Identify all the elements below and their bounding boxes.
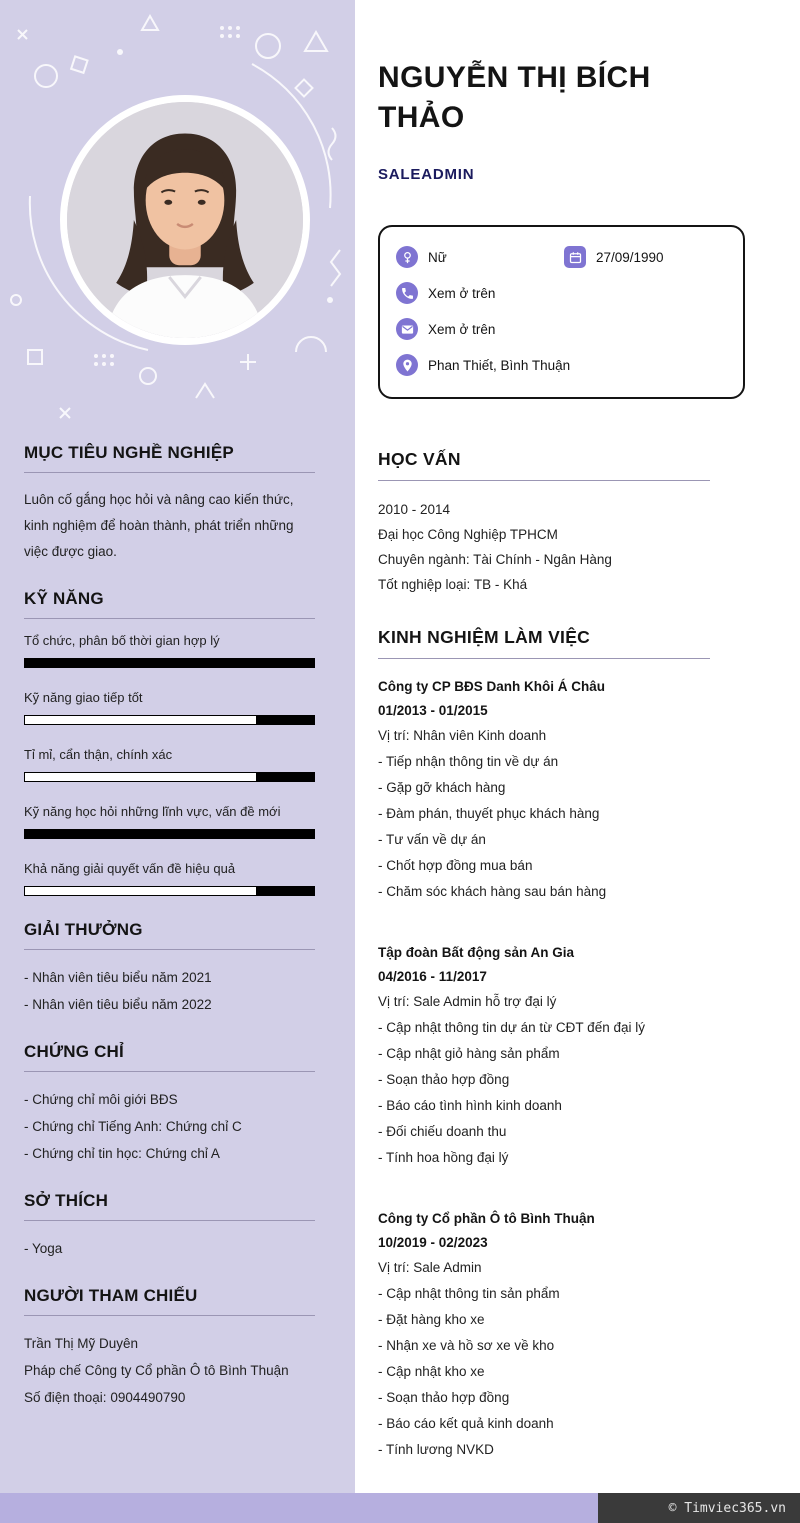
hobbies-list: [24, 1235, 315, 1262]
calendar-icon: [564, 246, 586, 268]
job-company: Công ty Cổ phần Ô tô Bình Thuận: [378, 1211, 595, 1226]
skill-item: [24, 804, 315, 839]
skill-label: Kỹ năng giao tiếp tốt: [24, 690, 143, 705]
education-line: Đại học Công Nghiệp TPHCM: [378, 527, 558, 542]
location-icon: [396, 354, 418, 376]
reference-line: Số điện thoại: 0904490790: [24, 1390, 186, 1405]
duty-item: - Đối chiếu doanh thu: [378, 1124, 507, 1139]
gender-icon: [396, 246, 418, 268]
footer-dark-strip: [598, 1493, 800, 1523]
contact-row-address: [396, 347, 727, 383]
job-company: Tập đoàn Bất động sản An Gia: [378, 945, 575, 960]
job-duties: [378, 1015, 745, 1171]
duty-item: - Cập nhật thông tin sản phẩm: [378, 1286, 560, 1301]
address-value: Phan Thiết, Bình Thuận: [428, 357, 571, 373]
skill-item: [24, 747, 315, 782]
awards-heading: GIẢI THƯỞNG: [24, 920, 315, 950]
job-entry-1: [378, 675, 745, 905]
job-company: Công ty CP BĐS Danh Khôi Á Châu: [378, 679, 606, 694]
duty-item: - Tư vấn về dự án: [378, 832, 486, 847]
awards-list: [24, 964, 315, 1018]
experience-heading: KINH NGHIỆM LÀM VIỆC: [378, 627, 710, 659]
duty-item: - Tính hoa hồng đại lý: [378, 1150, 509, 1165]
skills-list: [24, 633, 315, 896]
footer-credit-link[interactable]: © Timviec365.vn: [668, 1500, 786, 1516]
skill-label: Kỹ năng học hỏi những lĩnh vực, vấn đề mới: [24, 804, 281, 819]
education-heading: HỌC VẤN: [378, 449, 710, 481]
skill-bar: [24, 772, 315, 782]
footer-purple-strip: [0, 1493, 598, 1523]
sidebar: [0, 0, 355, 1493]
skill-bar-fill: [25, 887, 256, 895]
education-line: Tốt nghiệp loại: TB - Khá: [378, 577, 528, 592]
skill-item: [24, 633, 315, 668]
references-block: [24, 1330, 315, 1411]
job-period: 04/2016 - 11/2017: [378, 969, 487, 984]
contact-gender: [396, 246, 564, 268]
skill-item: [24, 861, 315, 896]
hobbies-heading: SỞ THÍCH: [24, 1191, 315, 1221]
job-entry-2: [378, 941, 745, 1171]
certificate-item: - Chứng chỉ tin học: Chứng chỉ A: [24, 1146, 220, 1161]
duty-item: - Báo cáo kết quả kinh doanh: [378, 1416, 554, 1431]
contact-address: [396, 354, 570, 376]
certificate-item: - Chứng chỉ môi giới BĐS: [24, 1092, 178, 1107]
job-duties: [378, 749, 745, 905]
duty-item: - Tiếp nhận thông tin về dự án: [378, 754, 559, 769]
award-item: - Nhân viên tiêu biểu năm 2022: [24, 997, 212, 1012]
skill-bar-fill: [25, 773, 256, 781]
duty-item: - Cập nhật thông tin dự án từ CĐT đến đại lý: [378, 1020, 645, 1035]
duty-item: - Tính lương NVKD: [378, 1442, 494, 1457]
education-line: Chuyên ngành: Tài Chính - Ngân Hàng: [378, 552, 612, 567]
contact-row-phone: [396, 275, 727, 311]
duty-item: - Cập nhật giỏ hàng sản phẩm: [378, 1046, 560, 1061]
education-line: 2010 - 2014: [378, 502, 451, 517]
skill-label: Tỉ mỉ, cẩn thận, chính xác: [24, 747, 173, 762]
duty-item: - Báo cáo tình hình kinh doanh: [378, 1098, 562, 1113]
gender-value: Nữ: [428, 249, 447, 265]
skill-bar: [24, 886, 315, 896]
education-block: [378, 497, 745, 597]
contact-row-gender-dob: [396, 239, 727, 275]
footer-bar: [0, 1493, 800, 1523]
skill-bar: [24, 715, 315, 725]
reference-line: Pháp chế Công ty Cổ phần Ô tô Bình Thuận: [24, 1363, 289, 1378]
skills-heading: KỸ NĂNG: [24, 589, 315, 619]
email-value: Xem ở trên: [428, 321, 496, 337]
hobby-item: - Yoga: [24, 1241, 63, 1256]
photo-area: [0, 0, 355, 435]
certificate-item: - Chứng chỉ Tiếng Anh: Chứng chỉ C: [24, 1119, 242, 1134]
skill-item: [24, 690, 315, 725]
reference-line: Trần Thị Mỹ Duyên: [24, 1336, 139, 1351]
skill-label: Khả năng giải quyết vấn đề hiệu quả: [24, 861, 236, 876]
job-position: Vị trí: Sale Admin hỗ trợ đại lý: [378, 994, 557, 1009]
certificates-list: [24, 1086, 315, 1167]
contact-email: [396, 318, 495, 340]
award-item: - Nhân viên tiêu biểu năm 2021: [24, 970, 212, 985]
contact-dob: [564, 246, 664, 268]
job-period: 01/2013 - 01/2015: [378, 703, 488, 718]
skill-label: Tổ chức, phân bố thời gian hợp lý: [24, 633, 220, 648]
objective-text: Luôn cố gắng học hỏi và nâng cao kiến thức, kinh nghiệm để hoàn thành, phát triển những việc được giao.: [24, 492, 294, 559]
email-icon: [396, 318, 418, 340]
job-period: 10/2019 - 02/2023: [378, 1235, 488, 1250]
job-position: Vị trí: Sale Admin: [378, 1260, 482, 1275]
duty-item: - Soạn thảo hợp đồng: [378, 1390, 510, 1405]
duty-item: - Soạn thảo hợp đồng: [378, 1072, 510, 1087]
contact-row-email: [396, 311, 727, 347]
sidebar-content: [0, 443, 355, 1411]
duty-item: - Cập nhật kho xe: [378, 1364, 485, 1379]
objective-heading: MỤC TIÊU NGHỀ NGHIỆP: [24, 443, 315, 473]
phone-icon: [396, 282, 418, 304]
job-entry-3: [378, 1207, 745, 1463]
duty-item: - Chốt hợp đồng mua bán: [378, 858, 533, 873]
duty-item: - Đàm phán, thuyết phục khách hàng: [378, 806, 600, 821]
candidate-name: NGUYỄN THỊ BÍCH THẢO: [378, 61, 651, 134]
references-heading: NGƯỜI THAM CHIẾU: [24, 1286, 315, 1316]
contact-phone: [396, 282, 495, 304]
duty-item: - Đặt hàng kho xe: [378, 1312, 485, 1327]
candidate-job-title: SALEADMIN: [378, 166, 475, 183]
profile-photo: [60, 95, 310, 345]
phone-value: Xem ở trên: [428, 285, 496, 301]
job-position: Vị trí: Nhân viên Kinh doanh: [378, 728, 547, 743]
job-duties: [378, 1281, 745, 1463]
dob-value: 27/09/1990: [596, 249, 664, 265]
contact-card: [378, 225, 745, 399]
skill-bar: [24, 829, 315, 839]
main-column: [355, 0, 800, 1493]
duty-item: - Chăm sóc khách hàng sau bán hàng: [378, 884, 607, 899]
duty-item: - Nhận xe và hồ sơ xe về kho: [378, 1338, 555, 1353]
skill-bar-fill: [25, 716, 256, 724]
duty-item: - Gặp gỡ khách hàng: [378, 780, 506, 795]
avatar: [67, 102, 303, 338]
certificates-heading: CHỨNG CHỈ: [24, 1042, 315, 1072]
skill-bar: [24, 658, 315, 668]
